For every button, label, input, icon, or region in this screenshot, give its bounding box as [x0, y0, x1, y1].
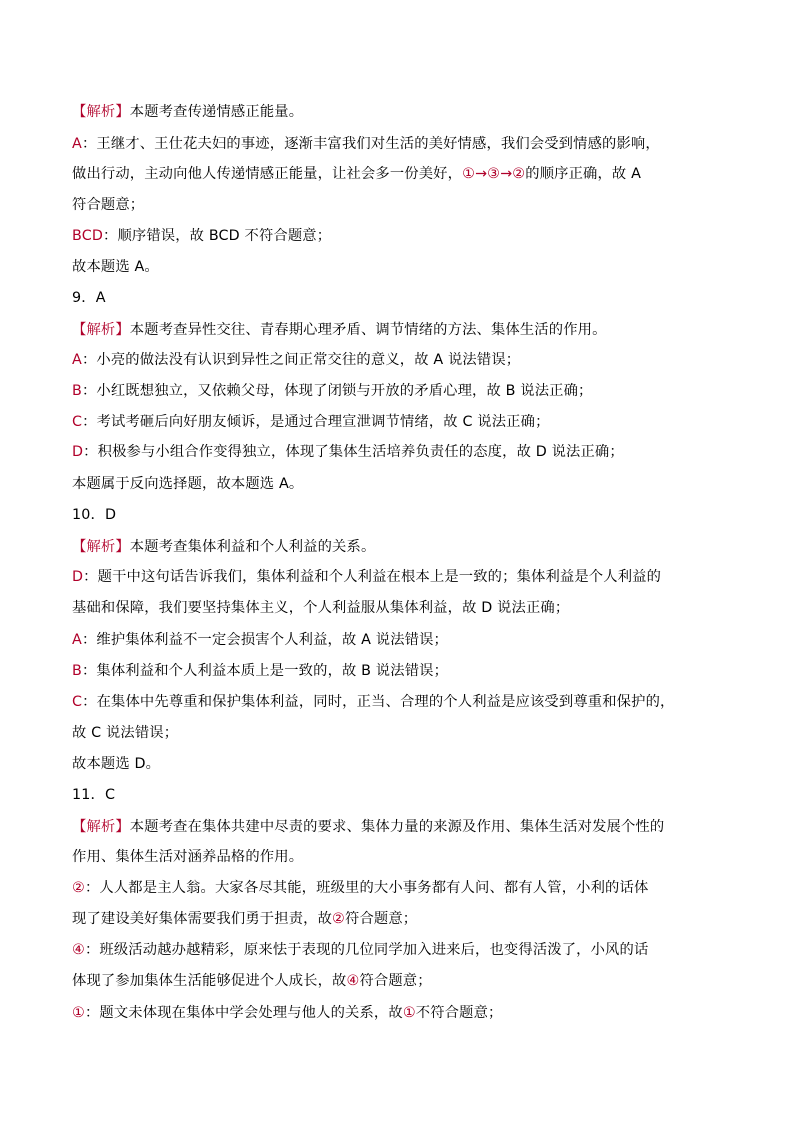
text-line [72, 226, 331, 246]
text-segment: 作用、集体生活对涵养品格的作用。 [72, 849, 304, 865]
highlighted-label: 【解析】 [72, 819, 130, 835]
highlighted-label: B [72, 383, 82, 399]
text-segment: 9．A [72, 290, 106, 306]
text-line [72, 878, 648, 898]
highlighted-label: D [72, 444, 84, 460]
highlighted-label: 【解析】 [72, 322, 130, 338]
text-segment: 符合题意； [345, 911, 418, 927]
text-segment: ：王继才、王仕花夫妇的事迹，逐渐丰富我们对生活的美好情感，我们会受到情感的影响， [81, 136, 660, 152]
text-line [72, 598, 569, 618]
text-line [72, 630, 448, 650]
highlighted-label: B [72, 663, 82, 679]
text-segment: 现了建设美好集体需要我们勇于担责，故 [72, 911, 333, 927]
text-line [72, 817, 664, 837]
text-line [72, 474, 303, 494]
highlighted-label: ④ [346, 973, 360, 989]
text-segment: ：小红既想独立，又依赖父母，体现了闭锁与开放的矛盾心理，故 B 说法正确； [81, 383, 593, 399]
highlighted-label: ② [332, 911, 346, 927]
highlighted-label: ① [402, 1005, 416, 1021]
text-line [72, 909, 417, 929]
highlighted-label: D [72, 569, 84, 585]
text-segment: ：班级活动越办越精彩，原来怯于表现的几位同学加入进来后，也变得活泼了，小风的话 [84, 942, 649, 958]
text-segment: ：在集体中先尊重和保护集体利益，同时，正当、合理的个人利益是应该受到尊重和保护的， [82, 694, 675, 710]
text-segment: ：考试考砸后向好朋友倾诉，是通过合理宣泄调节情绪，故 C 说法正确； [82, 414, 550, 430]
text-line [72, 692, 674, 712]
text-segment: 基础和保障，我们要坚持集体主义，个人利益服从集体利益，故 D 说法正确； [72, 600, 570, 616]
text-segment: 本题考查异性交往、青春期心理矛盾、调节情绪的方法、集体生活的作用。 [129, 322, 607, 338]
text-line [72, 971, 432, 991]
highlighted-label: 【解析】 [72, 104, 130, 120]
text-line [72, 257, 159, 277]
highlighted-label: ① [72, 1005, 85, 1021]
text-segment: ：题文未体现在集体中学会处理与他人的关系，故 [84, 1005, 403, 1021]
text-line [72, 102, 303, 122]
text-segment: 符合题意； [72, 197, 145, 213]
text-segment: 不符合题意； [415, 1005, 503, 1021]
highlighted-label: ①→③→② [462, 166, 526, 182]
text-line [72, 940, 648, 960]
text-segment: 本题属于反向选择题，故本题选 A。 [72, 476, 304, 492]
text-segment: ：人人都是主人翁。大家各尽其能，班级里的大小事务都有人问、都有人管，小利的话体 [84, 880, 649, 896]
highlighted-label: C [72, 694, 83, 710]
text-line [72, 537, 375, 557]
text-segment: 故本题选 D。 [72, 756, 161, 772]
text-line [72, 661, 448, 681]
text-line [72, 1003, 502, 1023]
text-segment: ：顺序错误，故 BCD 不符合题意； [103, 228, 332, 244]
text-line [72, 381, 593, 401]
text-line [72, 288, 106, 308]
text-segment: ：题干中这句话告诉我们，集体利益和个人利益在根本上是一致的；集体利益是个人利益的 [83, 569, 662, 585]
text-line [72, 195, 144, 215]
text-line [72, 350, 520, 370]
highlighted-label: BCD [72, 228, 103, 244]
text-segment: 故本题选 A。 [72, 259, 159, 275]
text-line [72, 567, 661, 587]
highlighted-label: ② [72, 880, 85, 896]
text-segment: 符合题意； [359, 973, 432, 989]
text-segment: 11．C [72, 787, 116, 803]
highlighted-label: 【解析】 [72, 539, 130, 555]
highlighted-label: A [72, 632, 82, 648]
text-line [72, 847, 303, 867]
text-line [72, 320, 607, 340]
text-segment: 本题考查集体利益和个人利益的关系。 [129, 539, 376, 555]
text-line [72, 164, 641, 184]
text-segment: 本题考查传递情感正能量。 [129, 104, 304, 120]
text-segment: 体现了参加集体生活能够促进个人成长，故 [72, 973, 347, 989]
text-line [72, 723, 178, 743]
highlighted-label: C [72, 414, 83, 430]
text-line [72, 442, 624, 462]
text-segment: 10．D [72, 507, 117, 523]
highlighted-label: ④ [72, 942, 85, 958]
text-line [72, 785, 115, 805]
text-segment: 故 C 说法错误； [72, 725, 179, 741]
text-segment: ：集体利益和个人利益本质上是一致的，故 B 说法错误； [81, 663, 449, 679]
text-segment: ：积极参与小组合作变得独立，体现了集体生活培养负责任的态度，故 D 说法正确； [83, 444, 624, 460]
text-line [72, 134, 660, 154]
highlighted-label: A [72, 352, 82, 368]
text-segment: ：维护集体利益不一定会损害个人利益，故 A 说法错误； [81, 632, 448, 648]
text-segment: ：小亮的做法没有认识到异性之间正常交往的意义，故 A 说法错误； [81, 352, 521, 368]
text-segment: 做出行动，主动向他人传递情感正能量，让社会多一份美好， [72, 166, 463, 182]
text-segment: 的顺序正确，故 A [525, 166, 642, 182]
highlighted-label: A [72, 136, 82, 152]
text-line [72, 754, 160, 774]
text-line [72, 412, 550, 432]
text-segment: 本题考查在集体共建中尽责的要求、集体力量的来源及作用、集体生活对发展个性的 [129, 819, 665, 835]
text-line [72, 505, 116, 525]
